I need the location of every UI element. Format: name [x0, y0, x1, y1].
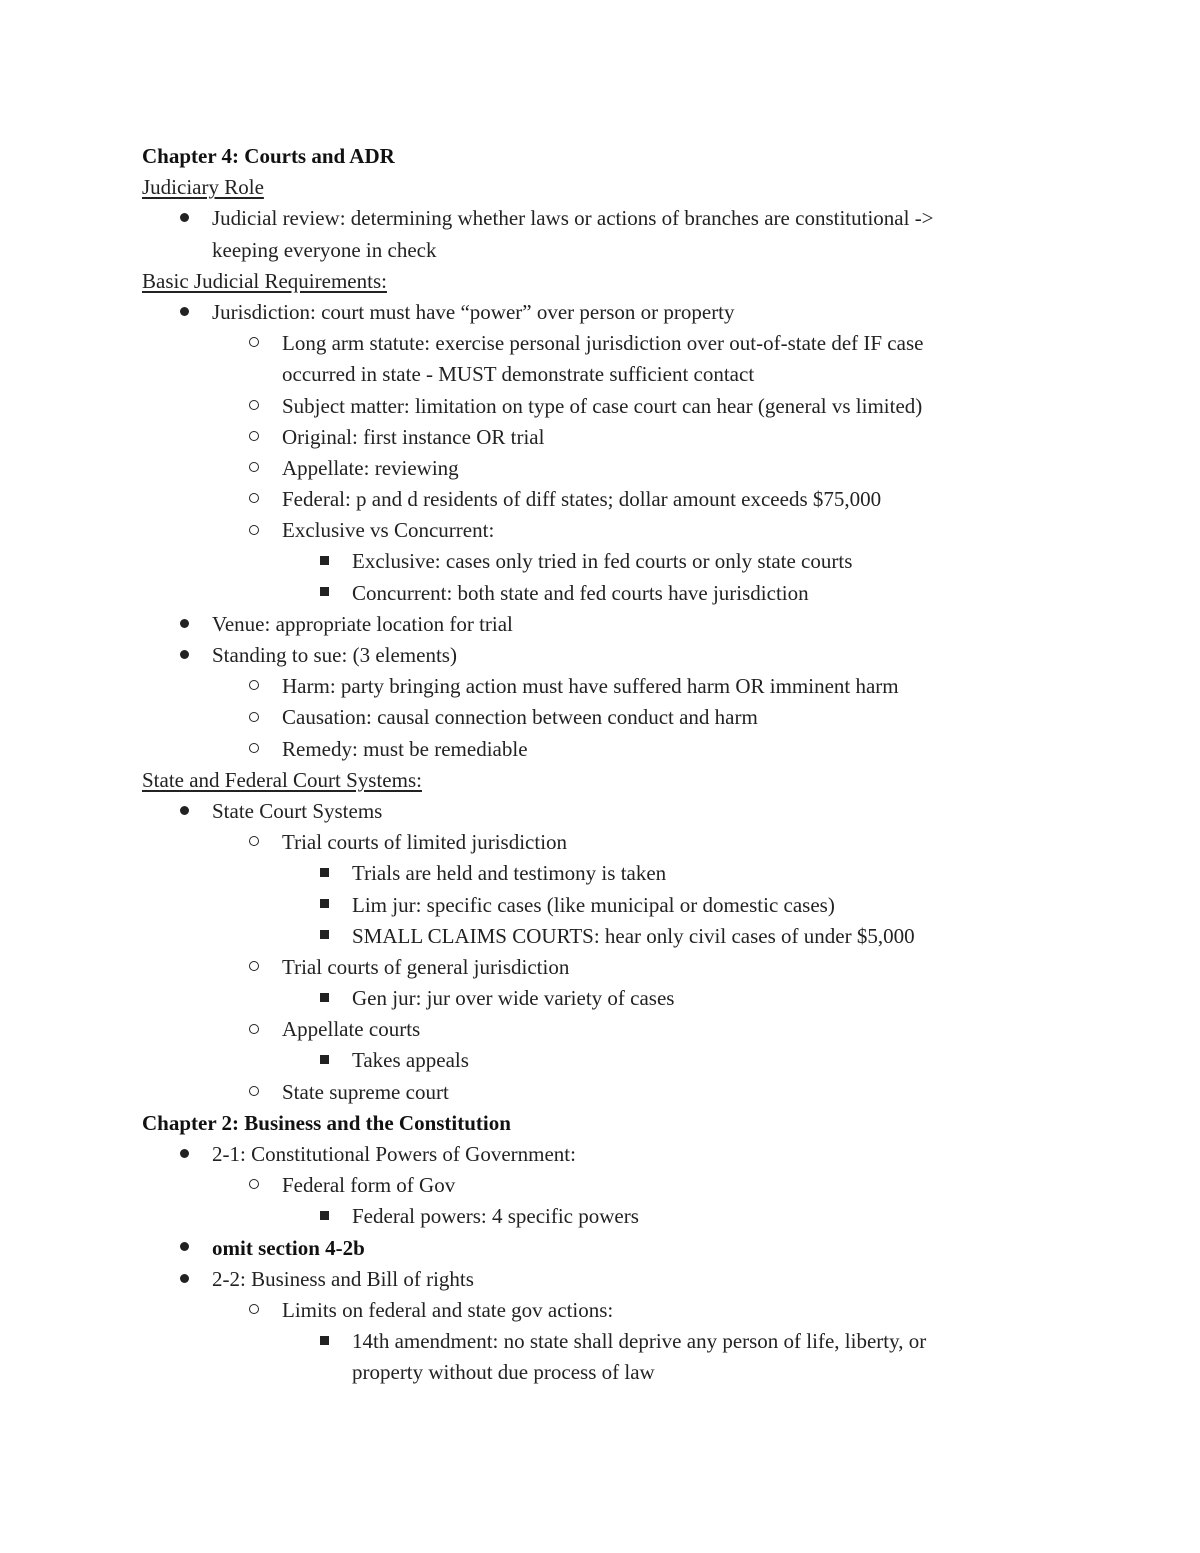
- line-text: 14th amendment: no state shall deprive any person of life, liberty, or: [352, 1329, 927, 1354]
- line-text: Causation: causal connection between conduct and harm: [282, 705, 758, 730]
- list-item: [142, 983, 1042, 1014]
- section-heading: [142, 765, 1042, 796]
- circle-bullet-icon: [244, 1014, 264, 1045]
- line-text: State and Federal Court Systems:: [142, 767, 422, 792]
- line-text: Subject matter: limitation on type of case court can hear (general vs limited): [282, 393, 923, 418]
- disc-bullet-icon: [174, 609, 194, 640]
- list-item: [142, 952, 1042, 983]
- circle-bullet-icon: [244, 391, 264, 422]
- line-text: Judiciary Role: [142, 175, 264, 200]
- line-text: property without due process of law: [352, 1360, 655, 1385]
- line-text: SMALL CLAIMS COURTS: hear only civil cases of under $5,000: [352, 923, 915, 948]
- line-text: Exclusive vs Concurrent:: [282, 518, 495, 543]
- circle-bullet-icon: [244, 1077, 264, 1108]
- line-text: Federal: p and d residents of diff states; dollar amount exceeds $75,000: [282, 487, 882, 512]
- list-item: [142, 1233, 1042, 1264]
- disc-bullet-icon: [174, 297, 194, 328]
- list-item: [142, 1139, 1042, 1170]
- list-item-continuation: [142, 235, 1042, 266]
- square-bullet-icon: [314, 890, 334, 921]
- line-text: Trial courts of general jurisdiction: [282, 954, 570, 979]
- circle-bullet-icon: [244, 827, 264, 858]
- list-item: [142, 1326, 1042, 1357]
- chapter-heading: [142, 1108, 1042, 1139]
- list-item: [142, 546, 1042, 577]
- line-text: Appellate courts: [282, 1017, 421, 1042]
- line-text: State Court Systems: [212, 798, 383, 823]
- circle-bullet-icon: [244, 671, 264, 702]
- line-text: Federal form of Gov: [282, 1173, 456, 1198]
- section-heading: [142, 172, 1042, 203]
- list-item: [142, 484, 1042, 515]
- line-text: Appellate: reviewing: [282, 455, 459, 480]
- line-text: Venue: appropriate location for trial: [212, 611, 513, 636]
- list-item: [142, 1295, 1042, 1326]
- line-text: Federal powers: 4 specific powers: [352, 1204, 639, 1229]
- list-item: [142, 1045, 1042, 1076]
- circle-bullet-icon: [244, 1170, 264, 1201]
- list-item: [142, 796, 1042, 827]
- square-bullet-icon: [314, 858, 334, 889]
- list-item: [142, 422, 1042, 453]
- list-item: [142, 858, 1042, 889]
- list-item: [142, 921, 1042, 952]
- list-item: [142, 1201, 1042, 1232]
- circle-bullet-icon: [244, 453, 264, 484]
- line-text: Standing to sue: (3 elements): [212, 643, 457, 667]
- disc-bullet-icon: [174, 1264, 194, 1295]
- list-item: [142, 890, 1042, 921]
- line-text: 2-2: Business and Bill of rights: [212, 1266, 474, 1291]
- square-bullet-icon: [314, 1045, 334, 1076]
- line-text: occurred in state - MUST demonstrate sufficient contact: [282, 362, 755, 387]
- square-bullet-icon: [314, 1201, 334, 1232]
- circle-bullet-icon: [244, 1295, 264, 1326]
- list-item: [142, 827, 1042, 858]
- disc-bullet-icon: [174, 203, 194, 234]
- line-text: keeping everyone in check: [212, 237, 437, 262]
- circle-bullet-icon: [244, 952, 264, 983]
- line-text: Chapter 2: Business and the Constitution: [142, 1110, 511, 1135]
- list-item: [142, 1170, 1042, 1201]
- line-text: Chapter 4: Courts and ADR: [142, 144, 395, 168]
- line-text: Gen jur: jur over wide variety of cases: [352, 986, 675, 1011]
- line-text: Judicial review: determining whether laws or actions of branches are constitutional ->: [212, 206, 934, 231]
- square-bullet-icon: [314, 1326, 334, 1357]
- circle-bullet-icon: [244, 515, 264, 546]
- line-text: Original: first instance OR trial: [282, 424, 545, 449]
- list-item: [142, 1014, 1042, 1045]
- circle-bullet-icon: [244, 328, 264, 359]
- list-item: [142, 453, 1042, 484]
- list-item: [142, 734, 1042, 765]
- disc-bullet-icon: [174, 640, 194, 671]
- list-item: [142, 640, 1042, 671]
- square-bullet-icon: [314, 983, 334, 1014]
- disc-bullet-icon: [174, 1139, 194, 1170]
- disc-bullet-icon: [174, 796, 194, 827]
- line-text: State supreme court: [282, 1079, 449, 1104]
- list-item: [142, 578, 1042, 609]
- line-text: Basic Judicial Requirements:: [142, 268, 387, 293]
- circle-bullet-icon: [244, 422, 264, 453]
- line-text: Concurrent: both state and fed courts have jurisdiction: [352, 580, 809, 605]
- list-item: [142, 391, 1042, 422]
- list-item: [142, 609, 1042, 640]
- line-text: Takes appeals: [352, 1048, 469, 1073]
- line-text: Long arm statute: exercise personal jurisdiction over out-of-state def IF case: [282, 331, 924, 356]
- list-item: [142, 702, 1042, 733]
- square-bullet-icon: [314, 546, 334, 577]
- chapter-heading: [142, 141, 1042, 172]
- list-item-continuation: [142, 1357, 1042, 1388]
- line-text: Jurisdiction: court must have “power” over person or property: [212, 299, 735, 324]
- line-text: Remedy: must be remediable: [282, 736, 528, 761]
- line-text: 2-1: Constitutional Powers of Government:: [212, 1142, 576, 1166]
- circle-bullet-icon: [244, 702, 264, 733]
- list-item: [142, 203, 1042, 234]
- square-bullet-icon: [314, 921, 334, 952]
- document-page: [142, 141, 1042, 1389]
- square-bullet-icon: [314, 578, 334, 609]
- line-text: Trials are held and testimony is taken: [352, 861, 667, 886]
- circle-bullet-icon: [244, 484, 264, 515]
- list-item-continuation: [142, 359, 1042, 390]
- list-item: [142, 515, 1042, 546]
- line-text: Lim jur: specific cases (like municipal or domestic cases): [352, 892, 835, 917]
- list-item: [142, 328, 1042, 359]
- circle-bullet-icon: [244, 734, 264, 765]
- list-item: [142, 1077, 1042, 1108]
- disc-bullet-icon: [174, 1233, 194, 1264]
- section-heading: [142, 266, 1042, 297]
- line-text: omit section 4-2b: [212, 1235, 365, 1260]
- list-item: [142, 297, 1042, 328]
- list-item: [142, 1264, 1042, 1295]
- line-text: Limits on federal and state gov actions:: [282, 1297, 614, 1322]
- line-text: Harm: party bringing action must have suffered harm OR imminent harm: [282, 674, 899, 699]
- list-item: [142, 671, 1042, 702]
- line-text: Trial courts of limited jurisdiction: [282, 830, 568, 855]
- line-text: Exclusive: cases only tried in fed courts or only state courts: [352, 549, 853, 574]
